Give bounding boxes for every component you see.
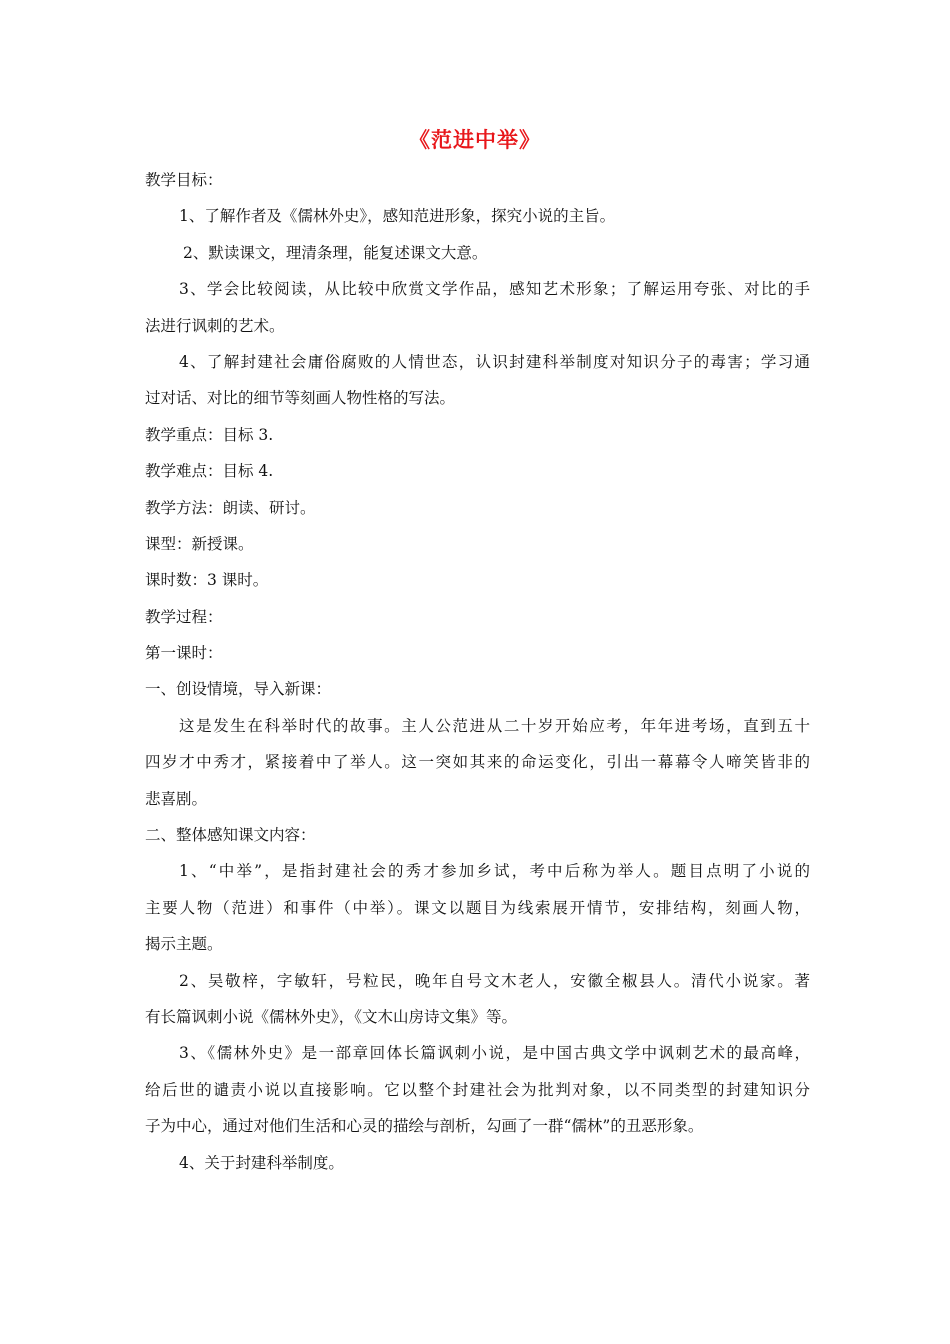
teaching-method: 教学方法：朗读、研讨。 — [145, 498, 316, 517]
paragraph-line: 4、关于封建科举制度。 — [179, 1153, 344, 1172]
paragraph-line: 主要人物（范进）和事件（中举）。课文以题目为线索展开情节，安排结构，刻画人物， — [145, 898, 810, 917]
key-point: 教学重点：目标 3. — [145, 425, 274, 444]
section-heading: 教学过程： — [145, 607, 223, 626]
paragraph-line: 2、吴敬梓，字敏轩，号粒民，晚年自号文木老人，安徽全椒县人。清代小说家。著 — [179, 971, 810, 990]
lesson-type: 课型：新授课。 — [145, 534, 254, 553]
section-heading: 教学目标： — [145, 171, 223, 189]
paragraph-line: 四岁才中秀才，紧接着中了举人。这一突如其来的命运变化，引出一幕幕令人啼笑皆非的 — [145, 753, 810, 772]
paragraph-line: 3、《儒林外史》是一部章回体长篇讽刺小说，是中国古典文学中讽刺艺术的最高峰， — [179, 1044, 810, 1063]
objective-4-cont: 过对话、对比的细节等刻画人物性格的写法。 — [145, 389, 456, 408]
document-body — [145, 162, 810, 1181]
paragraph-line: 揭示主题。 — [145, 935, 223, 954]
section-heading: 二、整体感知课文内容： — [145, 826, 316, 845]
paragraph-line: 1、“中举”，是指封建社会的秀才参加乡试，考中后称为举人。题目点明了小说的 — [179, 862, 810, 881]
objective-2: 2、默读课文，理清条理，能复述课文大意。 — [183, 243, 488, 262]
document-title: 《范进中举》 — [409, 128, 541, 152]
section-heading: 一、创设情境，导入新课： — [145, 680, 332, 699]
lesson-count: 课时数：3 课时。 — [145, 571, 269, 590]
objective-3: 3、学会比较阅读，从比较中欣赏文学作品，感知艺术形象；了解运用夸张、对比的手 — [179, 280, 810, 299]
difficult-point: 教学难点：目标 4. — [145, 462, 274, 481]
paragraph-line: 这是发生在科举时代的故事。主人公范进从二十岁开始应考，年年进考场，直到五十 — [179, 716, 810, 735]
paragraph-line: 悲喜剧。 — [145, 789, 208, 808]
objective-4: 4、了解封建社会庸俗腐败的人情世态，认识封建科举制度对知识分子的毒害；学习通 — [179, 352, 810, 371]
objective-1: 1、了解作者及《儒林外史》，感知范进形象，探究小说的主旨。 — [179, 207, 616, 226]
paragraph-line: 有长篇讽刺小说《儒林外史》，《文木山房诗文集》等。 — [145, 1007, 518, 1026]
paragraph-line: 子为中心，通过对他们生活和心灵的描绘与剖析，勾画了一群“儒林”的丑恶形象。 — [145, 1117, 704, 1136]
section-heading: 第一课时： — [145, 644, 223, 663]
objective-3-cont: 法进行讽刺的艺术。 — [145, 316, 285, 335]
paragraph-line: 给后世的谴责小说以直接影响。它以整个封建社会为批判对象，以不同类型的封建知识分 — [145, 1080, 810, 1099]
